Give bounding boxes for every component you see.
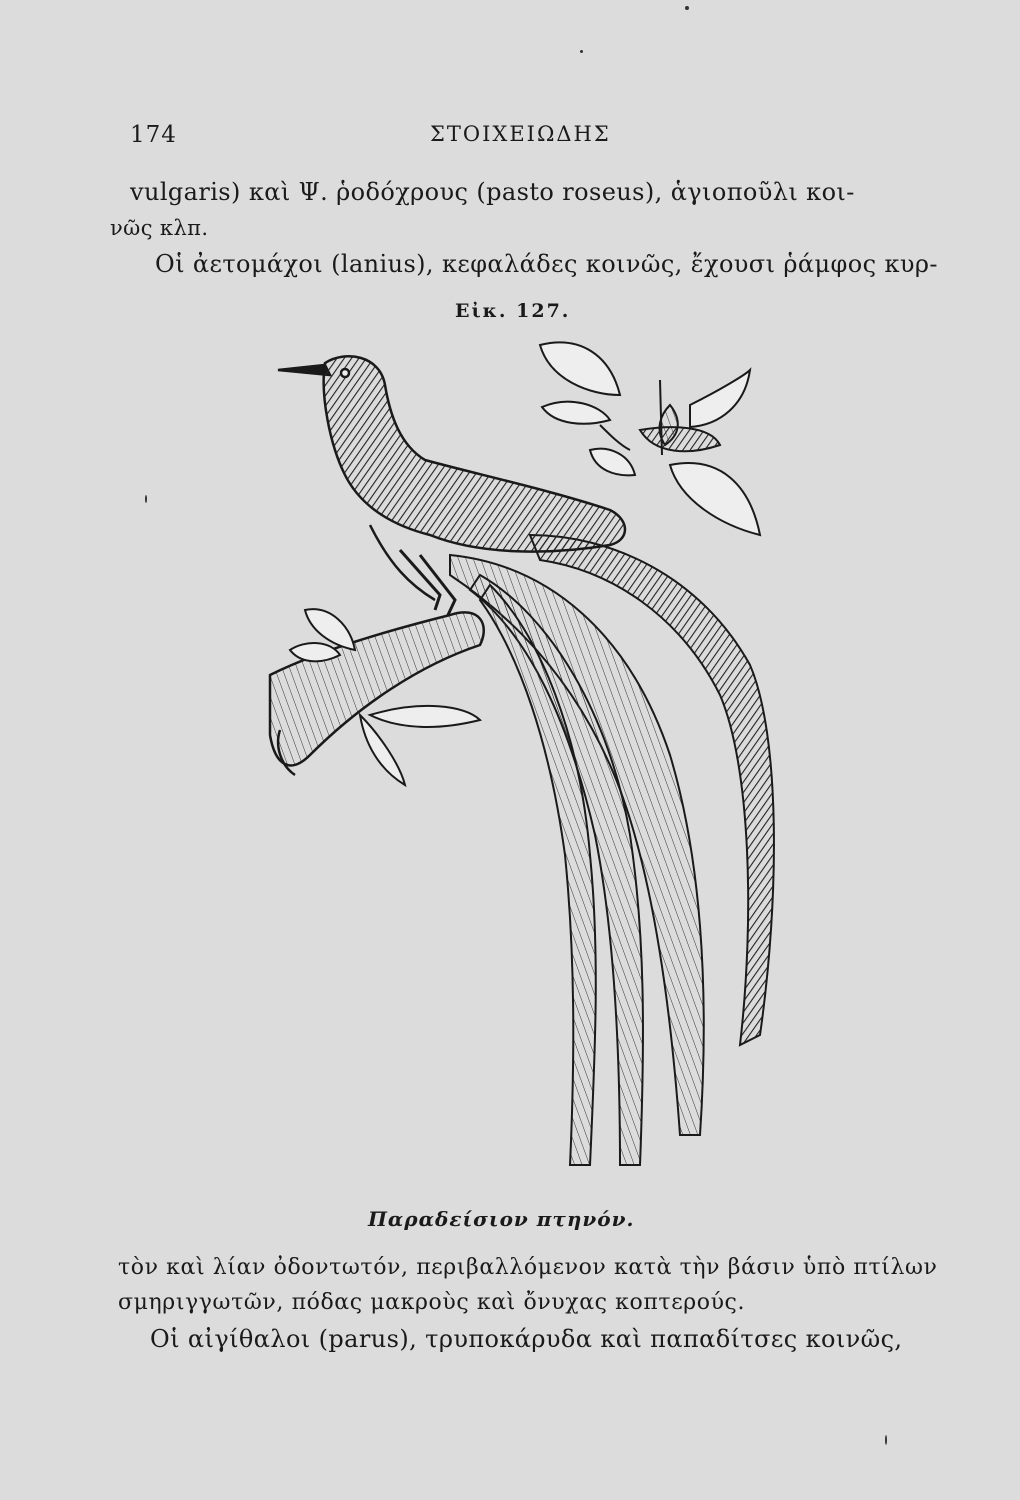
- body-line-3: Οἱ ἀετομάχοι (lanius), κεφαλάδες κοινῶς, ἔχουσι ῥάμφος κυρ-: [155, 250, 938, 278]
- figure-caption: Παραδείσιον πτηνόν.: [368, 1207, 635, 1231]
- print-speck: [685, 6, 689, 10]
- page-number: 174: [130, 122, 177, 148]
- page-header: [130, 118, 950, 158]
- print-speck: [885, 1435, 887, 1445]
- body-line-4: τὸν καὶ λίαν ὀδοντωτόν, περιβαλλόμενον κατὰ τὴν βάσιν ὑπὸ πτίλων: [118, 1255, 938, 1280]
- running-title: ΣΤΟΙΧΕΙΩΔΗΣ: [430, 122, 611, 146]
- print-speck: [580, 50, 583, 53]
- tail-plumes: [450, 535, 774, 1165]
- body-line-1: vulgaris) καὶ Ψ. ῥοδόχρους (pasto roseus), ἁγιοποῦλι κοι-: [130, 178, 855, 206]
- body-line-2: νῶς κλπ.: [110, 216, 209, 240]
- body-line-6: Οἱ αἰγίθαλοι (parus), τρυποκάρυδα καὶ παπαδίτσες κοινῶς,: [150, 1325, 903, 1353]
- bird-of-paradise-illustration: [250, 335, 790, 1175]
- body-line-5: σμηριγγωτῶν, πόδας μακροὺς καὶ ὄνυχας κοπτερούς.: [118, 1290, 746, 1315]
- figure-label: Εἰκ. 127.: [455, 300, 571, 322]
- print-speck: [145, 495, 147, 503]
